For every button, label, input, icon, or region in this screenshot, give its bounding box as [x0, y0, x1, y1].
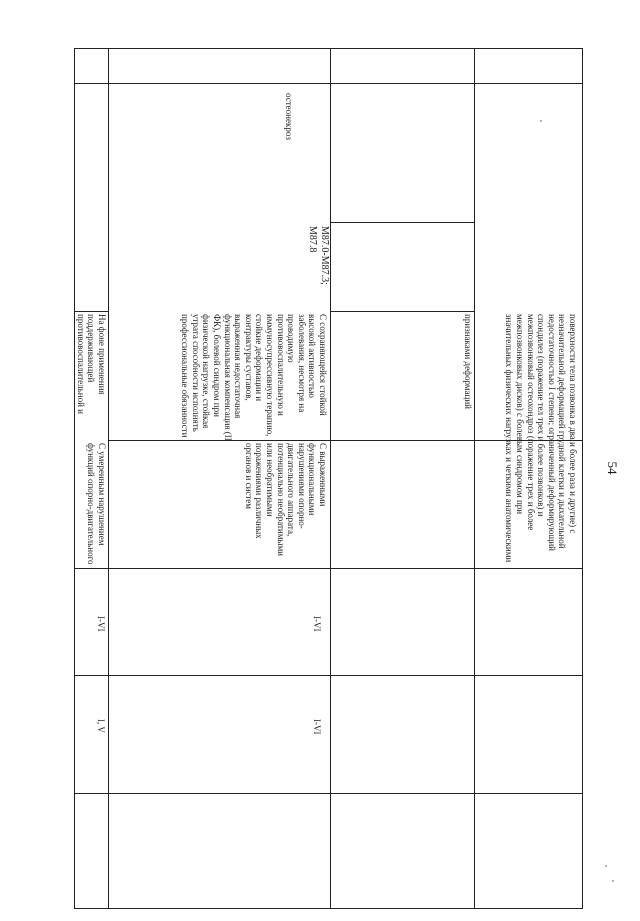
- grid-line: [74, 793, 583, 794]
- scan-speck: [540, 120, 542, 122]
- cell-osteonecrosis-impairment: [108, 440, 330, 568]
- cell-disease-name: [108, 83, 330, 222]
- grid-line: [330, 222, 474, 223]
- grid-line: [330, 48, 331, 908]
- grid-line: [582, 48, 583, 908]
- osteonecrosis-impairment-text: С выраженными функциональными нарушениями опорно-двигательного аппарата, потенциально необратимыми или необратимыми поражениями различных органов и систем: [243, 443, 328, 556]
- moderate-impairment-text: С умеренным нарушением функций опорно-двигательного: [86, 443, 107, 565]
- moderate-category-a: I-VI: [96, 616, 106, 632]
- disease-name: остеонекроз: [284, 93, 294, 140]
- cell-continued-text: [330, 311, 474, 440]
- cell-moderate-description: [74, 311, 108, 440]
- scan-speck: [612, 880, 614, 882]
- cell-moderate-category-a: [74, 568, 108, 675]
- grid-line: [74, 48, 583, 49]
- scan-speck: [605, 865, 607, 867]
- moderate-category-b: I, V: [96, 719, 106, 733]
- cell-osteonecrosis-category-a: [108, 568, 330, 675]
- continuation-description-text: поверхности тела позвонка в два и более раза и другие) с незначительной деформацией грудной клетки и дыхательной недостаточностью I степени; ограниченный деформирующий спондилез (поражение тел трех и более позвонков) и межпозвонковый остеохондроз (поражение трех и более межпозвонковых дисков) с болевым синдромом при значительных физических нагрузках и четкими анатомическими: [504, 314, 578, 563]
- moderate-description-text: На фоне применения поддерживающей противовоспалительной и: [75, 314, 107, 414]
- cell-continuation-description: [474, 311, 582, 568]
- cell-osteonecrosis-category-b: [108, 675, 330, 793]
- osteonecrosis-category-a: I-VI: [312, 616, 322, 632]
- cell-moderate-category-b: [74, 675, 108, 793]
- grid-line: [74, 908, 583, 909]
- page-number: 54: [605, 461, 620, 475]
- cell-icd-code: [108, 222, 330, 311]
- icd-code: М87.0-М87.3; М87.8: [307, 226, 330, 285]
- osteonecrosis-description-text: С сохраняющейся стойкой высокой активностью заболевания, несмотря на проводимую противовоспалительную и иммуносупрессивную терапию, стойкие деформации и контрактуры суставов, выраженная недостаточная функциональная компенсация (II ФК), болевой синдром при физической нагрузке, стойкая утрата способности исполнять профессиональные обязанности: [180, 314, 328, 441]
- osteonecrosis-category-b: I-VI: [312, 719, 322, 735]
- cell-moderate-impairment: [74, 440, 108, 568]
- continued-text: признаками деформаций: [463, 314, 473, 409]
